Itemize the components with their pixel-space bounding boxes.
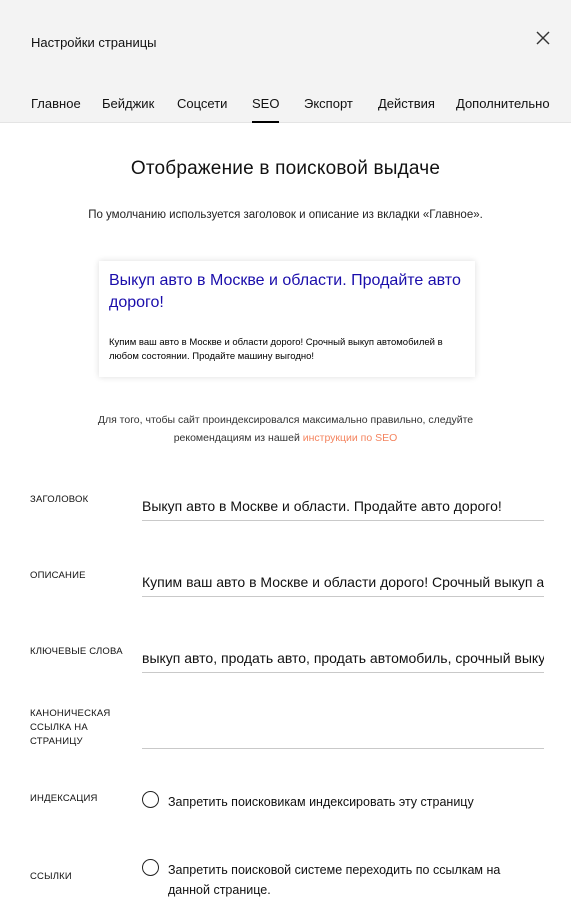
preview-title: Выкуп авто в Москве и области. Продайте авто дорого! xyxy=(109,272,461,311)
title-input[interactable] xyxy=(142,491,544,521)
tab-additional[interactable]: Дополнительно xyxy=(456,96,550,111)
canonical-input[interactable] xyxy=(142,719,544,749)
links-radio[interactable] xyxy=(142,859,159,876)
indexing-radio[interactable] xyxy=(142,791,159,808)
section-title: Отображение в поисковой выдаче xyxy=(130,158,441,179)
indexing-option[interactable] xyxy=(142,791,552,813)
search-result-preview xyxy=(99,261,475,377)
links-option-label: Запретить поисковой системе переходить по ссылкам на данной странице. xyxy=(168,863,501,897)
tab-social[interactable]: Соцсети xyxy=(177,96,228,111)
tab-actions[interactable]: Действия xyxy=(378,96,435,111)
tab-export[interactable]: Экспорт xyxy=(304,96,353,111)
tab-main[interactable]: Главное xyxy=(31,96,81,111)
tab-badge[interactable]: Бейджик xyxy=(102,96,155,111)
section-subtitle: По умолчанию используется заголовок и описание из вкладки «Главное». xyxy=(88,209,483,221)
seo-instructions-link[interactable]: инструкции по SEO xyxy=(302,432,398,444)
tab-bar xyxy=(0,96,571,123)
links-option[interactable] xyxy=(142,859,552,901)
close-button[interactable] xyxy=(532,27,554,49)
close-icon[interactable] xyxy=(532,27,554,49)
indexing-label: ИНДЕКСАЦИЯ xyxy=(30,793,98,804)
seo-hint-text: Для того, чтобы сайт проиндексировался максимально правильно, следуйте рекомендациям из нашей xyxy=(97,414,474,444)
seo-hint xyxy=(60,411,511,447)
indexing-option-label: Запретить поисковикам индексировать эту страницу xyxy=(168,795,474,809)
keywords-input[interactable] xyxy=(142,643,544,673)
settings-header xyxy=(0,0,571,123)
keywords-label: КЛЮЧЕВЫЕ СЛОВА xyxy=(30,646,123,657)
description-label: ОПИСАНИЕ xyxy=(30,570,86,581)
canonical-label: КАНОНИЧЕСКАЯ ССЫЛКА НА СТРАНИЦУ xyxy=(30,708,111,747)
links-label: ССЫЛКИ xyxy=(30,871,72,882)
page-title: Настройки страницы xyxy=(31,35,157,50)
tab-seo[interactable]: SEO xyxy=(252,96,279,123)
preview-description: Купим ваш авто в Москве и области дорого! Срочный выкуп автомобилей в любом состоянии. Продайте машину выгодно! xyxy=(109,337,443,362)
title-label: ЗАГОЛОВОК xyxy=(30,494,89,505)
description-input[interactable] xyxy=(142,567,544,597)
